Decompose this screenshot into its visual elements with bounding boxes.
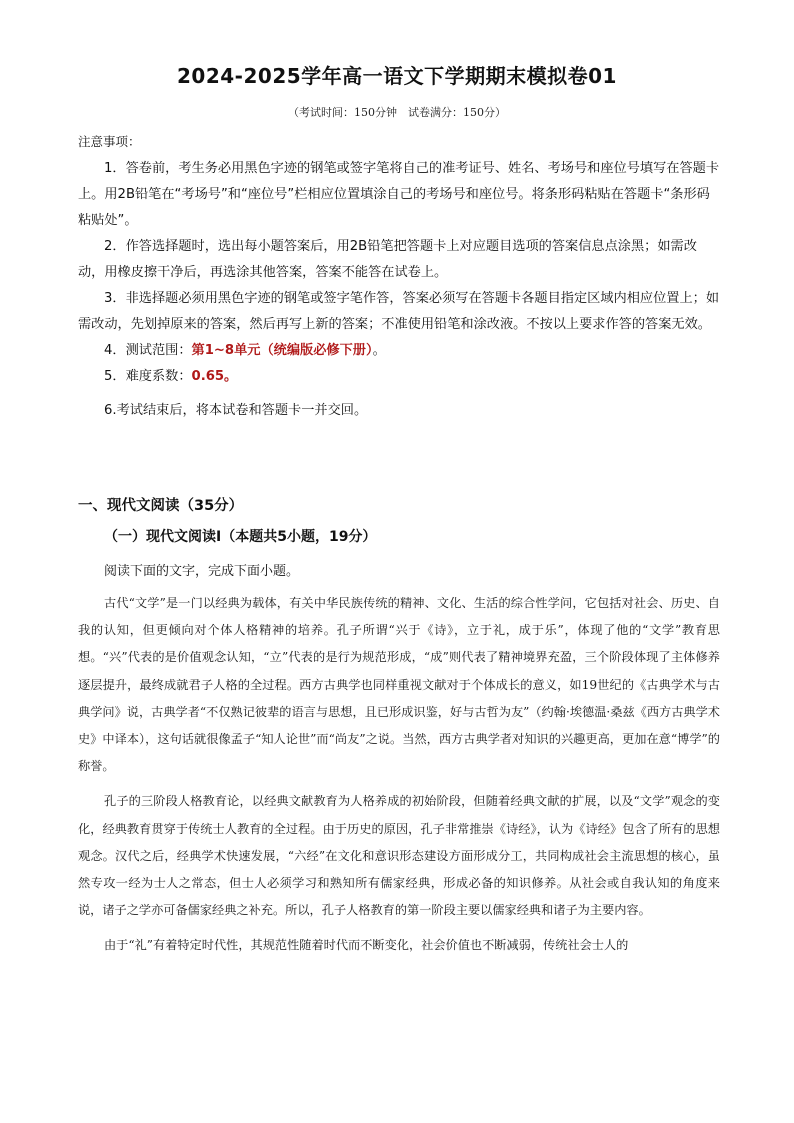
difficulty-value: 0.65。 — [191, 369, 238, 384]
notice-list — [78, 156, 722, 424]
exam-info: （考试时间：150分钟 试卷满分：150分） — [288, 106, 506, 119]
passage-paragraph-1: 古代“文学”是一门以经典为载体，有关中华民族传统的精神、文化、生活的综合性学问，它包括对社会、历史、自我的认知，但更倾向对个体人格精神的培养。孔子所谓“兴于《诗》，立于礼，成于乐”，体现了他的“文学”教育思想。“兴”代表的是价值观念认知，“立”代表的是行为规范形成，“成”则代表了精神境界充盈，三个阶段体现了主体修养逐层提升，最终成就君子人格的全过程。西方古典学也同样重视文献对于个体成长的意义，如19世纪的《古典学术与古典学问》说，古典学者“不仅熟记彼辈的语言与思想，且已形成识鉴，好与古哲为友”（约翰·埃德温·桑兹《西方古典学术史》中译本），这句话就很像孟子“知人论世”而“尚友”之说。当然，西方古典学者对知识的兴趣更高，更加在意“博学”的称誉。 — [78, 596, 720, 774]
passage-paragraph-3: 由于“礼”有着特定时代性，其规范性随着时代而不断变化，社会价值也不断减弱，传统社会士人的 — [104, 938, 629, 953]
passage-paragraph-2: 孔子的三阶段人格教育论，以经典文献教育为人格养成的初始阶段，但随着经典文献的扩展，以及“文学”观念的变化，经典教育贯穿于传统士人教育的全过程。由于历史的原因，孔子非常推崇《诗经》，认为《诗经》包含了所有的思想观念。汉代之后，经典学术快速发展，“六经”在文化和意识形态建设方面形成分工，共同构成社会主流思想的核心，虽然专攻一经为士人之常态，但士人必须学习和熟知所有儒家经典，形成必备的知识修养。从社会或自我认知的角度来说，诸子之学亦可备儒家经典之补充。所以，孔子人格教育的第一阶段主要以儒家经典和诸子为主要内容。 — [78, 794, 720, 918]
section-heading: 一、现代文阅读（35分） — [78, 498, 244, 514]
page-title: 2024-2025学年高一语文下学期期末模拟卷01 — [177, 64, 617, 88]
subsection-heading: （一）现代文阅读Ⅰ（本题共5小题，19分） — [104, 529, 377, 545]
test-scope: 第1~8单元（统编版必修下册） — [191, 343, 373, 358]
notice-item-4-label: 4．测试范围： — [104, 343, 192, 358]
notice-item-5-label: 5．难度系数： — [104, 369, 192, 384]
notice-item-1: 1．答卷前，考生务必用黑色字迹的钢笔或签字笔将自己的准考证号、姓名、考场号和座位号填写在答题卡上。用2B铅笔在“考场号”和“座位号”栏相应位置填涂自己的考场号和座位号。将条形码粘贴在答题卡“条形码粘贴处”。 — [78, 161, 720, 228]
reading-passage — [78, 590, 720, 960]
notice-item-4-end: 。 — [372, 343, 386, 358]
reading-instruction: 阅读下面的文字，完成下面小题。 — [104, 564, 300, 579]
notice-item-5 — [78, 364, 722, 390]
notice-item-6: 6.考试结束后，将本试卷和答题卡一并交回。 — [104, 403, 368, 418]
notice-item-4 — [78, 338, 722, 364]
notice-item-2: 2．作答选择题时，选出每小题答案后，用2B铅笔把答题卡上对应题目选项的答案信息点涂黑；如需改动，用橡皮擦干净后，再选涂其他答案，答案不能答在试卷上。 — [78, 239, 697, 280]
notice-heading: 注意事项： — [78, 134, 141, 149]
notice-item-3: 3．非选择题必须用黑色字迹的钢笔或签字笔作答，答案必须写在答题卡各题目指定区域内相应位置上；如需改动，先划掉原来的答案，然后再写上新的答案；不准使用铅笔和涂改液。不按以上要求作答的答案无效。 — [78, 291, 720, 332]
